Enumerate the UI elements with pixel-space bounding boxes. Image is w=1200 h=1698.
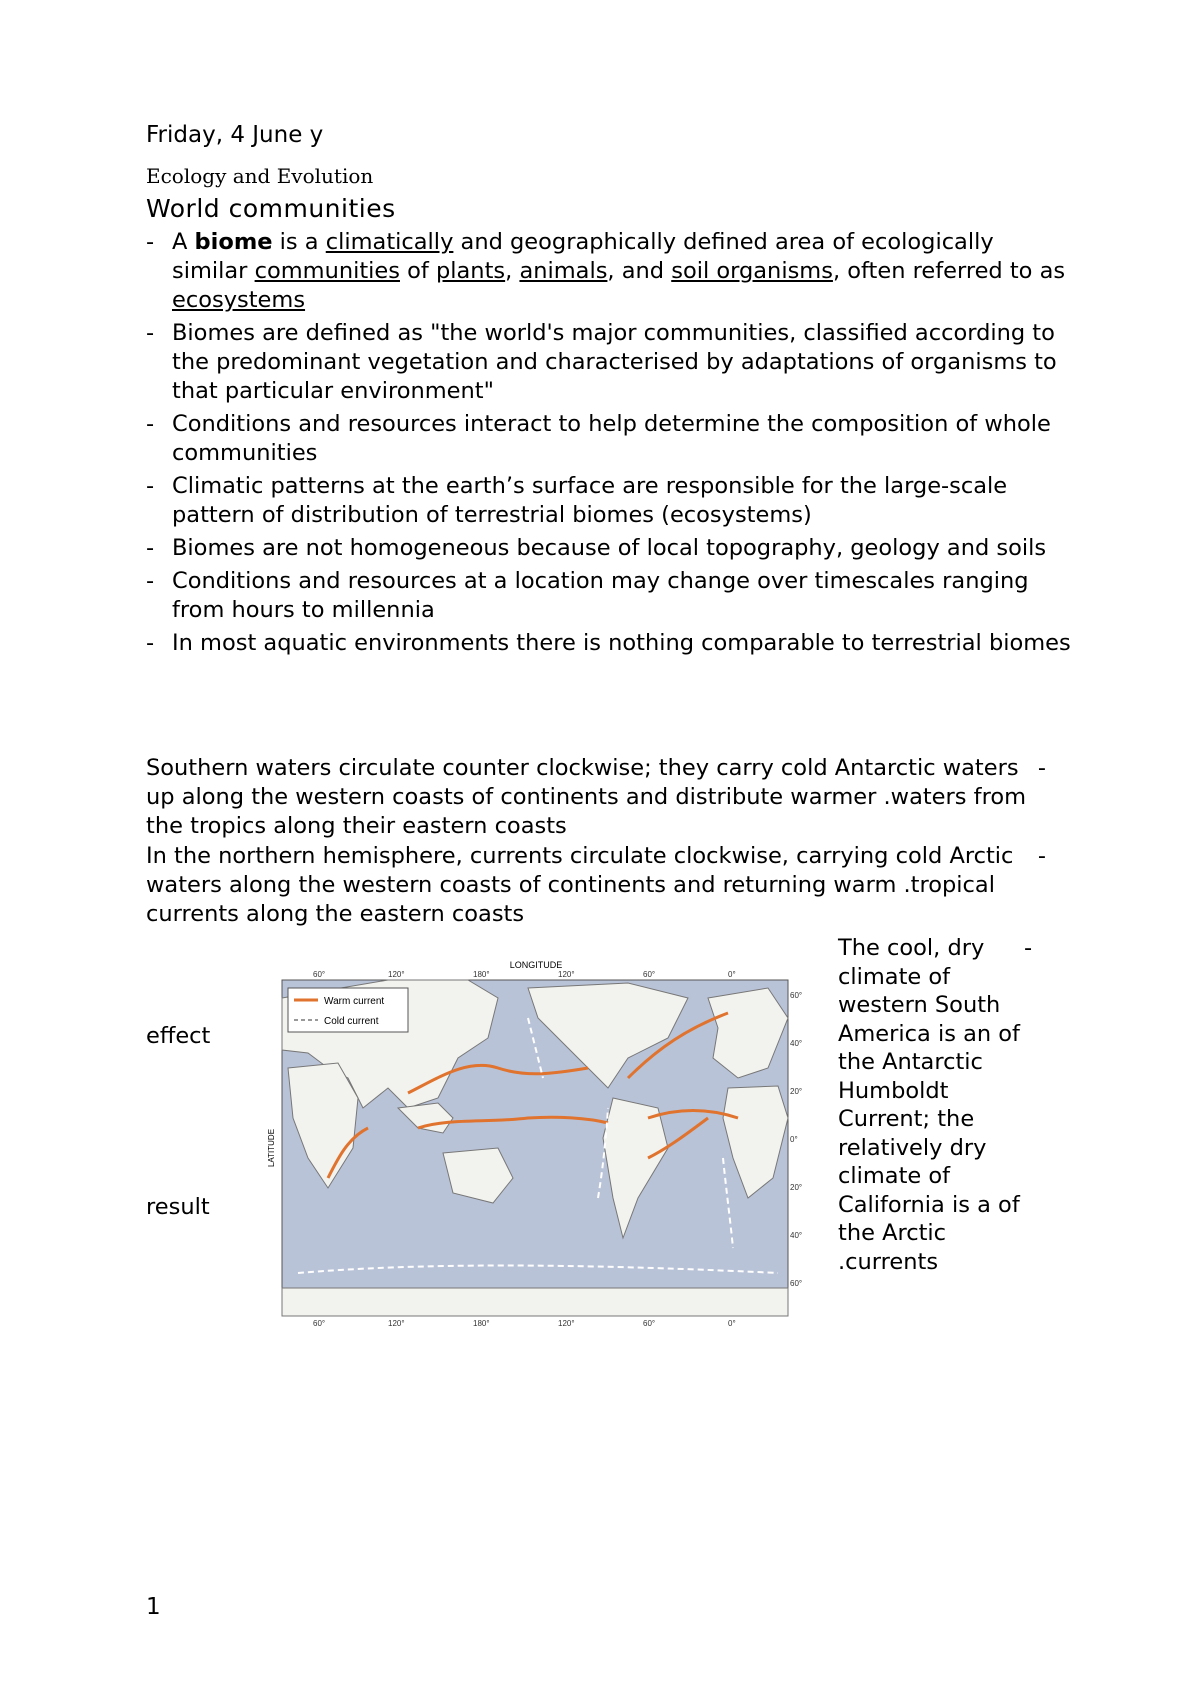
- bullet-dash: -: [146, 411, 155, 437]
- bullet-item: - In most aquatic environments there is nothing comparable to terrestrial biomes: [146, 630, 1071, 656]
- bullet-dash: -: [146, 473, 155, 499]
- top-tick: 180°: [473, 970, 490, 979]
- link-animals[interactable]: animals: [519, 258, 608, 284]
- bottom-tick: 120°: [558, 1319, 575, 1328]
- bullet-item: - Conditions and resources interact to help determine the composition of whole communities: [146, 411, 1051, 466]
- lat-tick: 20°: [790, 1087, 803, 1096]
- bullet-item: - Biomes are not homogeneous because of local topography, geology and soils: [146, 535, 1047, 561]
- top-tick: 0°: [728, 970, 736, 979]
- side-note: - The cool, dry climate of western South America is an of the Antarctic Humboldt Current; the relatively dry climate of California is a of the Arctic .currents: [838, 935, 1033, 1275]
- ocean-currents-map: [268, 958, 804, 1330]
- bottom-tick: 0°: [728, 1319, 736, 1328]
- top-tick: 60°: [643, 970, 656, 979]
- section-heading: World communities: [146, 194, 396, 223]
- label-result: result: [146, 1194, 210, 1220]
- lat-tick: 40°: [790, 1039, 803, 1048]
- top-tick: 120°: [558, 970, 575, 979]
- link-ecosystems[interactable]: ecosystems: [172, 287, 306, 313]
- bottom-tick: 60°: [313, 1319, 326, 1328]
- bullet-item: - Conditions and resources at a location may change over timescales ranging from hours to millennia: [146, 568, 1029, 623]
- map-y-title: LATITUDE: [267, 1128, 276, 1168]
- legend-warm-label: Warm current: [324, 996, 385, 1007]
- link-climatically[interactable]: climatically: [325, 229, 454, 255]
- link-plants[interactable]: plants: [435, 258, 506, 284]
- link-soil-organisms[interactable]: soil organisms: [671, 258, 833, 284]
- bullet-list: [146, 228, 1076, 662]
- rtl-dash: -: [1037, 755, 1046, 781]
- bullet-item: - A biome is a climatically and geographically defined area of ecologically similar communities of plants, animals, and soil organisms, often referred to as ecosystems: [146, 229, 1066, 313]
- bullet-dash: -: [146, 630, 155, 656]
- bullet-dash: -: [146, 229, 155, 255]
- document-date: Friday, 4 June y: [146, 122, 324, 148]
- bottom-tick: 120°: [388, 1319, 405, 1328]
- lat-tick: 60°: [790, 1279, 803, 1288]
- rtl-dash: -: [1037, 843, 1046, 869]
- paragraph-southern-waters: - Southern waters circulate counter clockwise; they carry cold Antarctic waters up along the western coasts of continents and distribute warmer .waters from the tropics along their eastern coasts: [146, 755, 1046, 839]
- bullet-dash: -: [146, 320, 155, 346]
- bullet-item: - Climatic patterns at the earth’s surface are responsible for the large-scale pattern of distribution of terrestrial biomes (ecosystems): [146, 473, 1008, 528]
- term-biome: biome: [194, 229, 273, 255]
- bottom-tick: 60°: [643, 1319, 656, 1328]
- bullet-item: - Biomes are defined as "the world's major communities, classified according to the predominant vegetation and characterised by adaptations of organisms to that particular environment": [146, 320, 1057, 404]
- lat-tick: 60°: [790, 991, 803, 1000]
- legend-cold-label: Cold current: [324, 1016, 379, 1027]
- map-svg: [268, 958, 804, 1330]
- lat-tick: 0°: [790, 1135, 798, 1144]
- rtl-dash: -: [1024, 935, 1033, 961]
- bullet-dash: -: [146, 568, 155, 594]
- map-x-title: LONGITUDE: [509, 960, 563, 970]
- bullet-dash: -: [146, 535, 155, 561]
- label-effect: effect: [146, 1023, 211, 1049]
- link-communities[interactable]: communities: [254, 258, 400, 284]
- top-tick: 60°: [313, 970, 326, 979]
- paragraph-northern-hemisphere: - In the northern hemisphere, currents circulate clockwise, carrying cold Arctic waters along the western coasts of continents and returning warm .tropical currents along the eastern coasts: [146, 843, 1046, 927]
- bottom-tick: 180°: [473, 1319, 490, 1328]
- lat-tick: 40°: [790, 1231, 803, 1240]
- lat-tick: 20°: [790, 1183, 803, 1192]
- subject-title: Ecology and Evolution: [146, 164, 374, 188]
- antarctica: [282, 1288, 788, 1316]
- page-number: 1: [146, 1594, 161, 1620]
- top-tick: 120°: [388, 970, 405, 979]
